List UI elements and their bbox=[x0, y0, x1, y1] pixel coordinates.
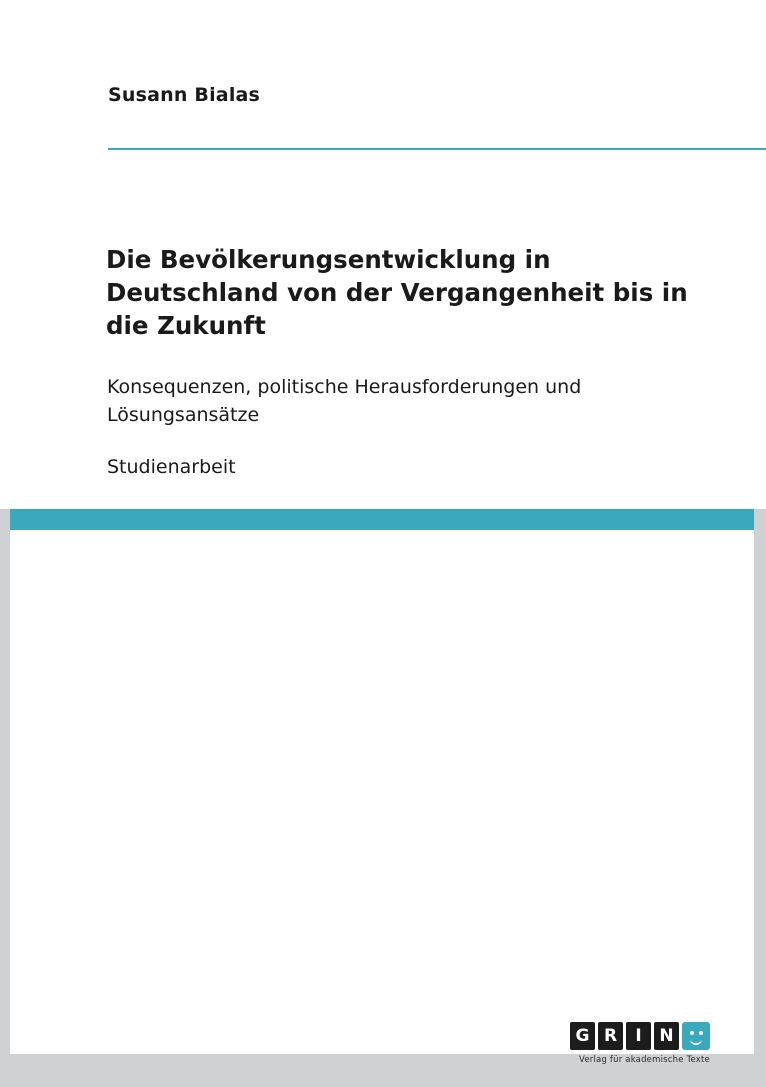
smiley-eye-left-icon bbox=[690, 1031, 694, 1035]
publisher-tagline: Verlag für akademische Texte bbox=[578, 1055, 710, 1065]
book-title: Die Bevölkerungsentwicklung in Deutschland von der Vergangenheit bis in die Zukunft bbox=[106, 245, 688, 340]
header-divider bbox=[108, 148, 766, 150]
author-name: Susann Bialas bbox=[108, 84, 261, 106]
accent-band bbox=[0, 509, 766, 530]
cover-inner-white-area bbox=[10, 530, 754, 1054]
publisher-logo bbox=[550, 1022, 710, 1065]
smiley-icon bbox=[682, 1022, 710, 1050]
book-subtitle: Konsequenzen, politische Herausforderungen und Lösungsansätze bbox=[107, 376, 582, 426]
logo-letter-g: G bbox=[570, 1022, 595, 1050]
accent-band-notch-left bbox=[0, 509, 10, 530]
smiley-eye-right-icon bbox=[699, 1031, 703, 1035]
document-type: Studienarbeit bbox=[107, 456, 236, 478]
logo-letter-r: R bbox=[598, 1022, 623, 1050]
accent-band-notch-right bbox=[754, 509, 766, 530]
logo-letter-n: N bbox=[654, 1022, 679, 1050]
logo-letter-row bbox=[550, 1022, 710, 1050]
cover-top-section bbox=[0, 0, 766, 533]
smiley-mouth-icon bbox=[690, 1036, 702, 1045]
logo-letter-i: I bbox=[626, 1022, 651, 1050]
